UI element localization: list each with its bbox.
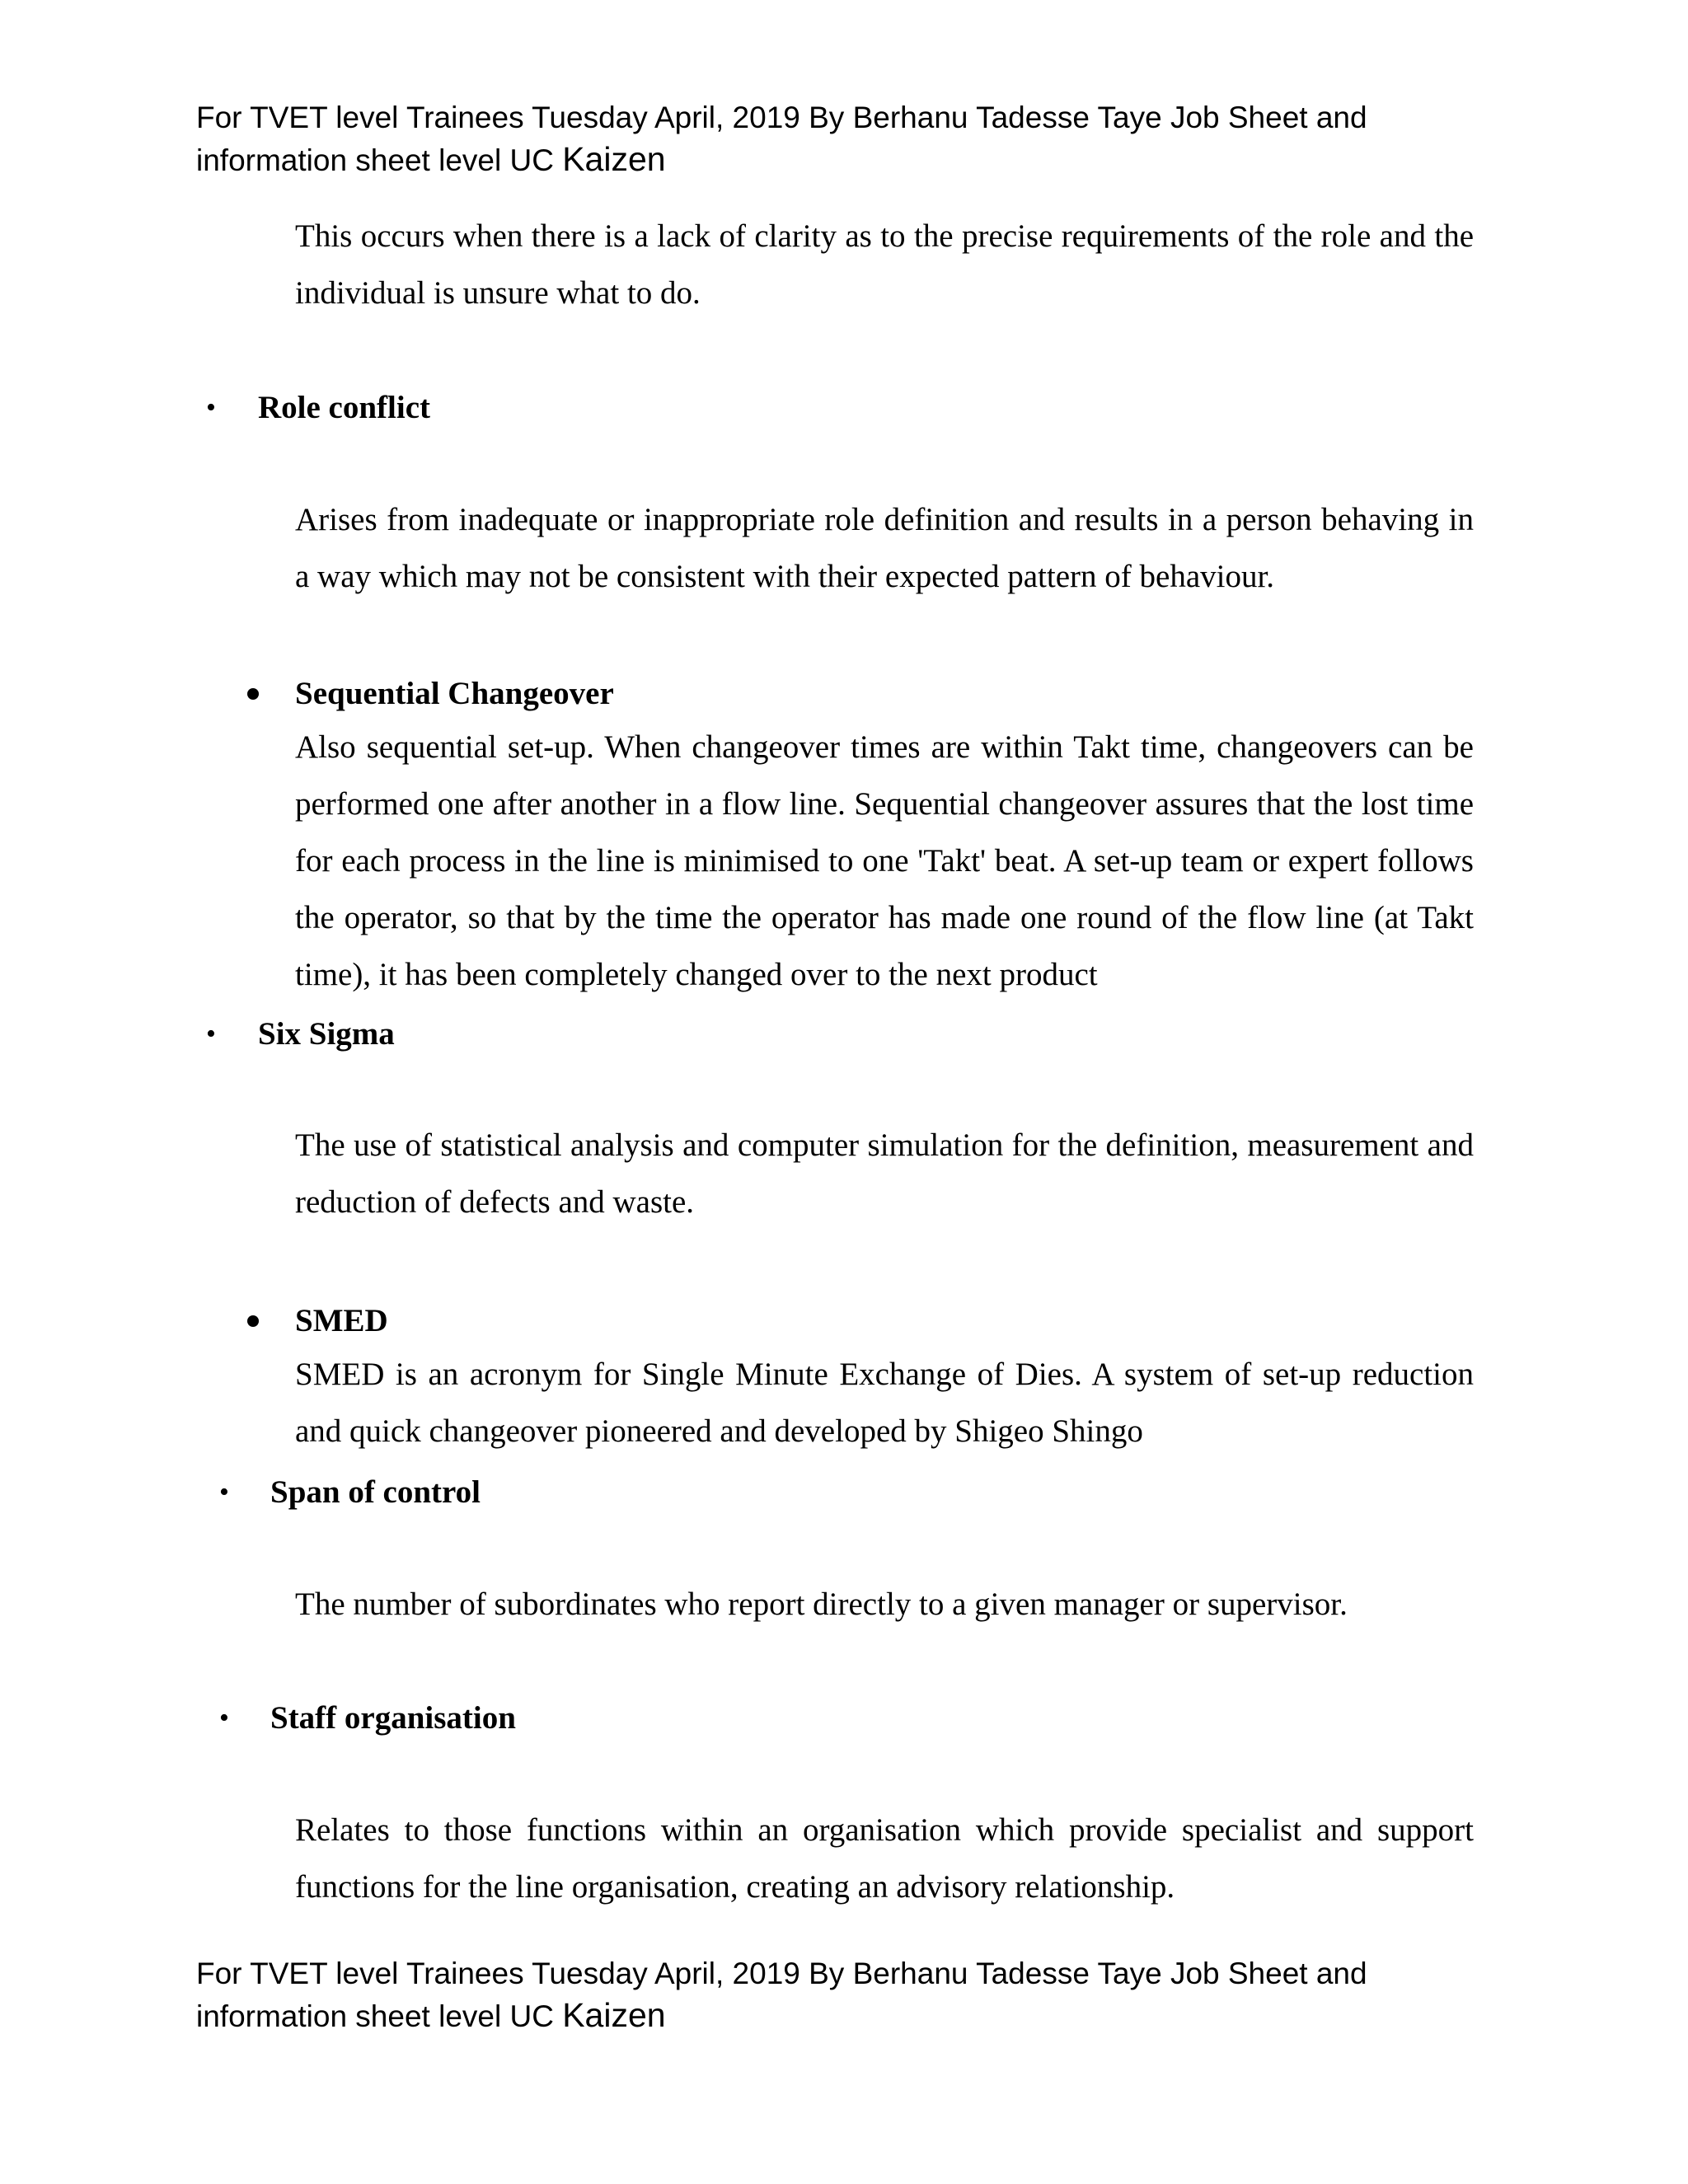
bullet-span-of-control: • bbox=[219, 1477, 229, 1507]
header-line-2-text: information sheet level UC bbox=[196, 143, 563, 177]
term-span-of-control: Span of control bbox=[270, 1474, 481, 1510]
header-kaizen: Kaizen bbox=[562, 140, 666, 178]
page-header bbox=[196, 97, 1597, 181]
footer-line-2 bbox=[196, 1994, 1597, 2037]
header-line-2 bbox=[196, 138, 1597, 181]
bullet-smed bbox=[247, 1315, 259, 1327]
term-sequential-changeover: Sequential Changeover bbox=[295, 676, 614, 711]
definition-smed: SMED is an acronym for Single Minute Exchange of Dies. A system of set-up reduction and quick changeover pioneered and developed by Shigeo Shingo bbox=[295, 1357, 1474, 1449]
bullet-staff-organisation: • bbox=[219, 1703, 229, 1733]
footer-line-1: For TVET level Trainees Tuesday April, 2019 By Berhanu Tadesse Taye Job Sheet and bbox=[196, 1957, 1367, 1990]
header-line-1: For TVET level Trainees Tuesday April, 2019 By Berhanu Tadesse Taye Job Sheet and bbox=[196, 101, 1367, 134]
bullet-role-conflict: • bbox=[206, 392, 216, 423]
definition-sequential-changeover: Also sequential set-up. When changeover times are within Takt time, changeovers can be performed one after another in a flow line. Sequential changeover assures that the lost time for each process in the line is minimised to one 'Takt' beat. A set-up team or expert follows the operator, so that by the time the operator has made one round of the flow line (at Takt time), it has been completely changed over to the next product bbox=[295, 729, 1474, 992]
footer-kaizen: Kaizen bbox=[562, 1996, 666, 2034]
definition-span-of-control: The number of subordinates who report directly to a given manager or supervisor. bbox=[295, 1586, 1348, 1622]
term-role-conflict: Role conflict bbox=[258, 390, 431, 425]
definition-staff-organisation: Relates to those functions within an organisation which provide specialist and support functions for the line organisation, creating an advisory relationship. bbox=[295, 1812, 1474, 1905]
definition-six-sigma: The use of statistical analysis and computer simulation for the definition, measurement and reduction of defects and waste. bbox=[295, 1127, 1474, 1220]
term-staff-organisation: Staff organisation bbox=[270, 1700, 516, 1736]
bullet-sequential-changeover bbox=[247, 688, 259, 700]
footer-line-2-text: information sheet level UC bbox=[196, 1999, 563, 2033]
term-smed: SMED bbox=[295, 1303, 388, 1338]
term-six-sigma: Six Sigma bbox=[258, 1016, 395, 1052]
intro-paragraph: This occurs when there is a lack of clarity as to the precise requirements of the role and the individual is unsure what to do. bbox=[295, 218, 1474, 311]
page-footer bbox=[196, 1953, 1597, 2037]
bullet-six-sigma: • bbox=[206, 1019, 216, 1049]
definition-role-conflict: Arises from inadequate or inappropriate role definition and results in a person behaving in a way which may not be consistent with their expected pattern of behaviour. bbox=[295, 502, 1474, 594]
